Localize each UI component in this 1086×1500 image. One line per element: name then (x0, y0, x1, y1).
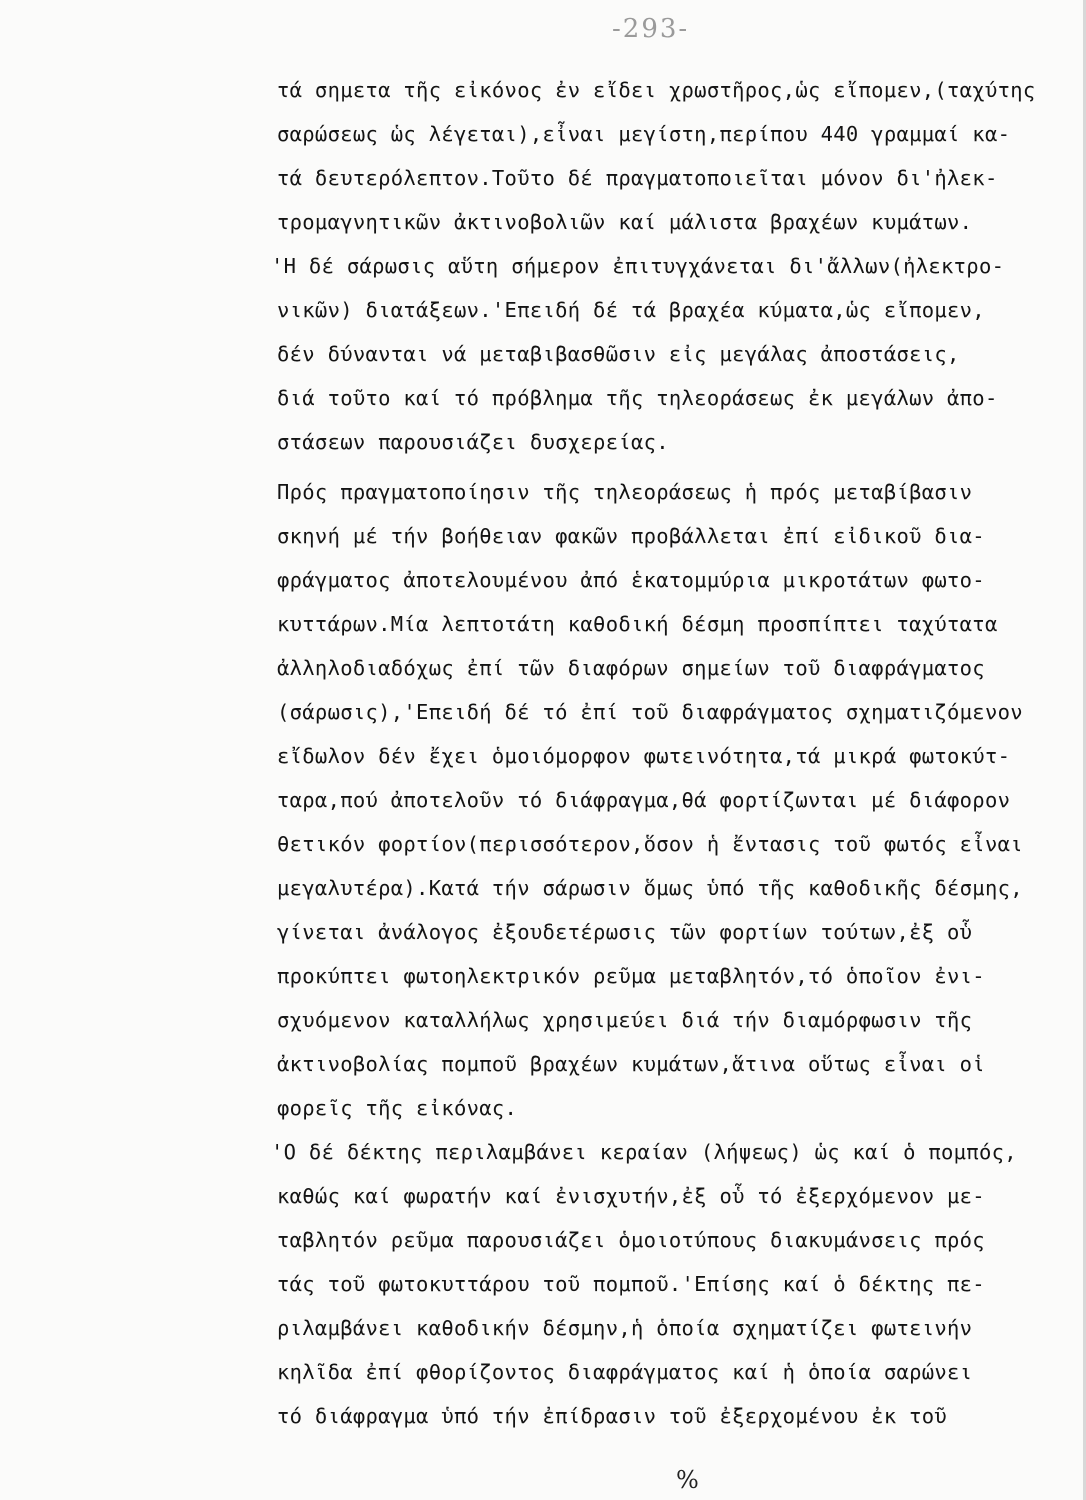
text-line: μεγαλυτέρα).Κατά τήν σάρωσιν ὅμως ὑπό τῆς καθοδικῆς δέσμης, (277, 876, 1023, 900)
text-line: ριλαμβάνει καθοδικήν δέσμην,ἡ ὁποία σχηματίζει φωτεινήν (277, 1316, 973, 1340)
text-line: σχυόμενον καταλλήλως χρησιμεύει διά τήν διαμόρφωσιν τῆς (277, 1008, 973, 1032)
text-line: Πρός πραγματοποίησιν τῆς τηλεοράσεως ἡ πρός μεταβίβασιν (277, 480, 973, 504)
text-line: 'Ο δέ δέκτης περιλαμβάνει κεραίαν (λήψεως) ὡς καί ὁ πομπός, (271, 1140, 1017, 1164)
text-line: εἴδωλον δέν ἔχει ὁμοιόμορφον φωτεινότητα,τά μικρά φωτοκύτ- (277, 744, 1011, 768)
text-line: κυττάρων.Μία λεπτοτάτη καθοδική δέσμη προσπίπτει ταχύτατα (277, 612, 998, 636)
text-line: ταρα,πού ἀποτελοῦν τό διάφραγμα,θά φορτίζωνται μέ διάφορον (277, 788, 1011, 812)
text-line: φράγματος ἀποτελουμένου ἀπό ἑκατομμύρια μικροτάτων φωτο- (277, 568, 985, 592)
text-line: θετικόν φορτίον(περισσότερον,ὅσον ἡ ἔντασις τοῦ φωτός εἶναι (277, 832, 1023, 856)
text-line: φορεῖς τῆς εἰκόνας. (277, 1096, 518, 1120)
text-line: ἀλληλοδιαδόχως ἐπί τῶν διαφόρων σημείων τοῦ διαφράγματος (277, 656, 985, 680)
text-line: ταβλητόν ρεῦμα παρουσιάζει ὁμοιοτύπους διακυμάνσεις πρός (277, 1228, 985, 1252)
text-line: νικῶν) διατάξεων.'Επειδή δέ τά βραχέα κύματα,ὡς εἴπομεν, (277, 298, 985, 322)
text-line: καθώς καί φωρατήν καί ἐνισχυτήν,ἐξ οὗ τό ἐξερχόμενον με- (277, 1184, 985, 1208)
text-line: 'Η δέ σάρωσις αὕτη σήμερον ἐπιτυγχάνεται δι'ἄλλων(ἠλεκτρο- (271, 254, 1005, 278)
text-line: σκηνή μέ τήν βοήθειαν φακῶν προβάλλεται ἐπί εἰδικοῦ δια- (277, 524, 985, 548)
text-line: διά τοῦτο καί τό πρόβλημα τῆς τηλεοράσεως ἐκ μεγάλων ἀπο- (277, 386, 998, 410)
text-line: τό διάφραγμα ὑπό τήν ἐπίδρασιν τοῦ ἐξερχομένου ἐκ τοῦ (277, 1404, 948, 1428)
text-line: κηλῖδα ἐπί φθορίζοντος διαφράγματος καί ἡ ὁποία σαρώνει (277, 1360, 973, 1384)
footer-mark: % (676, 1466, 699, 1494)
text-line: (σάρωσις),'Επειδή δέ τό ἐπί τοῦ διαφράγματος σχηματιζόμενον (277, 700, 1023, 724)
text-line: γίνεται ἀνάλογος ἐξουδετέρωσις τῶν φορτίων τούτων,ἐξ οὗ (277, 920, 973, 944)
text-line: στάσεων παρουσιάζει δυσχερείας. (277, 430, 669, 454)
text-line: δέν δύνανται νά μεταβιβασθῶσιν εἰς μεγάλας ἀποστάσεις, (277, 342, 960, 366)
text-line: τρομαγνητικῶν ἀκτινοβολιῶν καί μάλιστα βραχέων κυμάτων. (277, 210, 973, 234)
text-line: τά δευτερόλεπτον.Τοῦτο δέ πραγματοποιεῖται μόνον δι'ἠλεκ- (277, 166, 998, 190)
text-line: ἀκτινοβολίας πομποῦ βραχέων κυμάτων,ἅτινα οὕτως εἶναι οἱ (277, 1052, 985, 1076)
text-line: τά σημετα τῆς εἰκόνος ἐν εἴδει χρωστῆρος,ὡς εἴπομεν,(ταχύτης (277, 78, 1036, 102)
text-line: σαρώσεως ὡς λέγεται),εἶναι μεγίστη,περίπου 440 γραμμαί κα- (277, 122, 1011, 146)
text-line: τάς τοῦ φωτοκυττάρου τοῦ πομποῦ.'Επίσης καί ὁ δέκτης πε- (277, 1272, 985, 1296)
page-number: -293- (612, 14, 690, 44)
text-line: προκύπτει φωτοηλεκτρικόν ρεῦμα μεταβλητόν,τό ὁποῖον ἐνι- (277, 964, 985, 988)
